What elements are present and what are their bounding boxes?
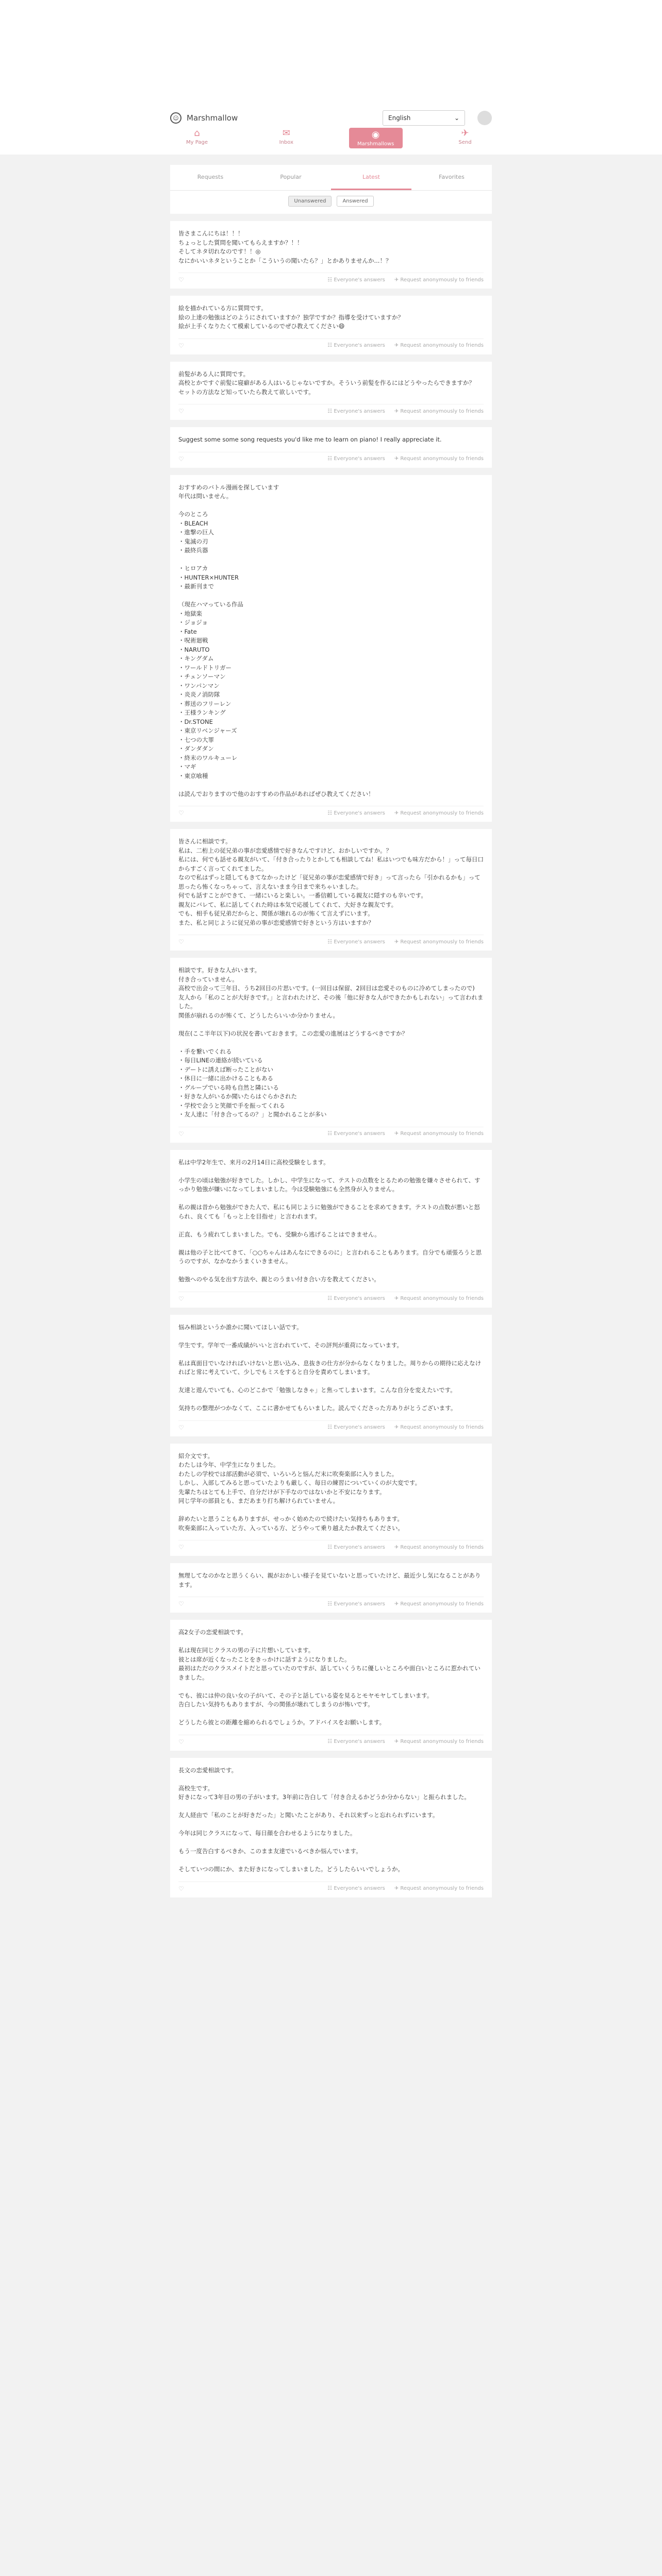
- card-actions: [327, 1425, 484, 1430]
- card-footer: [178, 806, 484, 817]
- nav-label: Send: [458, 140, 472, 145]
- request-anonymously-link[interactable]: [394, 1425, 484, 1430]
- top-bar: [170, 110, 492, 126]
- message-text: 相談です。好きな人がいます。 付き合っていません。 高校で出会って三年目、うち2回目の片思いです。(一回目は保留、2回目は恋愛そのものに冷めてしまったので) 友人から「私のことが大好きです。」と言われたけど、その後「他に好きな人ができたかもしれない」って言われました。 関係が崩れるのが怖くて、どうしたらいいか分かりません。 現在(ここ半年以下)の状況を書いておきます。この恋愛の進展はどうするべきですか？ ・手を繋いでくれる ・毎日LINEの連絡が続いている ・デートに誘えば断ったことがない ・休日に一緒に出かけることもある ・グループでいる時も自然と隣にいる ・好きな人がいるか聞いたらはぐらかされた ・学校で会うと笑顔で手を振ってくれる ・友人達に「付き合ってるの？」と聞かれることが多い: [178, 967, 484, 1118]
- message-text: 高2女子の恋愛相談です。 私は現在同じクラスの男の子に片想いしています。 彼とは席が近くなったことをきっかけに話すようになりました。 最初はただのクラスメイトだと思っていたのですが、話していくうちに優しいところや面白いところに惹かれていきました。 でも、彼には仲の良い女の子がいて、その子と話している姿を見るとモヤモヤしてしまいます。 告白したい気持ちもありますが、今の関係が壊れてしまうのが怖いです。 どうしたら彼との距離を縮められるでしょうか。アドバイスをお願いします。: [178, 1629, 481, 1726]
- marshmallow-logo-icon[interactable]: ☺: [170, 112, 181, 124]
- heart-icon[interactable]: ♡: [178, 1423, 184, 1431]
- message-text: Suggest some some song requests you'd like me to learn on piano! I really appreciate it.: [178, 436, 442, 443]
- card-actions: [327, 1601, 484, 1607]
- tab-requests[interactable]: Requests: [197, 174, 224, 180]
- paper-plane-icon: ✈: [394, 456, 401, 462]
- people-icon: ☷: [327, 1544, 334, 1550]
- heart-icon[interactable]: ♡: [178, 342, 184, 349]
- card-footer: [178, 1127, 484, 1138]
- message-card[interactable]: [170, 221, 492, 289]
- nav-inbox[interactable]: [259, 128, 313, 148]
- people-icon: ☷: [327, 1739, 334, 1744]
- nav-label: My Page: [186, 140, 208, 145]
- brand-name[interactable]: Marshmallow: [187, 113, 238, 123]
- message-text: 皆さんに相談です。 私は、二桁上の従兄弟の事が恋愛感情で好きなんですけど、おかしいですか。？ 私には、何でも話せる親友がいて、「付き合ったりとかしても相談してね！私はいつでも味方だから！」って毎日口からすごく言ってくれてました。 なので私はずっと隠してもきてなかったけど「従兄弟の事が恋愛感情で好き」って言ったら「引かれるかも」って思ったら怖くなっちゃって、言えないまま今日まで来ちゃいました。 何でも話すことができて、一緒にいると楽しい。一番信頼している親友に隠すのも辛いです。 親友にバレて、私に話してくれた時は本気で応援してくれて、大好きな親友です。 でも、相手も従兄弟だからと、関係が壊れるのが怖くて言えずにいます。 また、私と同じように従兄弟の事が恋愛感情で好きという方はいますか？: [178, 838, 484, 926]
- message-card[interactable]: [170, 958, 492, 1143]
- request-anonymously-link[interactable]: [394, 277, 484, 283]
- message-card[interactable]: [170, 1315, 492, 1436]
- everyones-answers-label: Everyone's answers: [334, 277, 385, 283]
- card-actions: [327, 1886, 484, 1891]
- request-anonymously-link[interactable]: [394, 1886, 484, 1891]
- people-icon: ☷: [327, 1425, 334, 1430]
- message-text: おすすめのバトル漫画を探しています 年代は問いません。 今のところ ・BLEACH ・進撃の巨人 ・鬼滅の刃 ・最終兵器 ・ヒロアカ ・HUNTER×HUNTER ・最新刊まで （現在ハマっている作品 ・地獄楽 ・ジョジョ ・Fate ・呪術廻戦 ・NARUTO ・キングダム ・ワールドトリガー ・チェンソーマン ・ワンパンマン ・炎炎ノ消防隊 ・葬送のフリーレン ・王様ランキング ・Dr.STONE ・東京リベンジャーズ ・七つの大罪 ・ダンダダン ・終末のワルキューレ ・マギ ・東京喰種 は読んでおりますので他のおすすめの作品があればぜひ教えてください！: [178, 483, 374, 798]
- request-anonymously-link[interactable]: [394, 343, 484, 348]
- everyones-answers-label: Everyone's answers: [334, 456, 385, 462]
- message-card[interactable]: [170, 475, 492, 822]
- request-anonymously-link[interactable]: [394, 1131, 484, 1137]
- paper-plane-icon: ✈: [394, 1425, 401, 1430]
- request-anonymously-label: Request anonymously to friends: [400, 1131, 484, 1137]
- chevron-down-icon: ⌄: [454, 114, 459, 122]
- paper-plane-icon: ✈: [394, 939, 401, 945]
- everyones-answers-label: Everyone's answers: [334, 810, 385, 816]
- tab-popular[interactable]: Popular: [280, 174, 302, 180]
- everyones-answers-link[interactable]: [327, 1296, 385, 1301]
- everyones-answers-link[interactable]: [327, 277, 385, 283]
- nav-label: Inbox: [279, 140, 294, 145]
- message-card[interactable]: [170, 829, 492, 951]
- heart-icon[interactable]: ♡: [178, 276, 184, 283]
- heart-icon[interactable]: ♡: [178, 455, 184, 463]
- message-text: 私は中学2年生で、来月の2月14日に高校受験をします。 小学生の頃は勉強が好きでした。しかし、中学生になって、テストの点数をとるための勉強を嫌々させられて、すっかり勉強が嫌いになってしまいました。今は受験勉強にも全然身が入りません。 私の親は昔から勉強ができた人で、私にも同じように勉強ができることを求めてきます。テストの点数が悪いと怒られ、良くても「もっと上を目指せ」と言われます。 正直、もう疲れてしまいました。でも、受験から逃げることはできません。 親は他の子と比べてきて、「○○ちゃんはあんなにできるのに」と言われることもあります。自分でも頑張ろうと思うのですが、なかなかうまくいきません。 勉強へのやる気を出す方法や、親とのうまい付き合い方を教えてください。: [178, 1158, 482, 1283]
- paper-plane-icon: ✈: [394, 343, 401, 348]
- message-text: 紹介文です。 わたしは今年、中学生になりました。 わたしの学校では部活動が必須で、いろいろと悩んだ末に吹奏楽部に入りました。 しかし、入部してみると思っていたよりも厳しく、毎日の練習についていくのが大変です。 先輩たちはとても上手で、自分だけが下手なのではないかと不安になります。 同じ学年の部員とも、まだあまり打ち解けられていません。 辞めたいと思うこともありますが、せっかく始めたので続けたい気持ちもあります。 吹奏楽部に入っていた方、入っている方、どうやって乗り越えたか教えてください。: [178, 1452, 421, 1532]
- tab-favorites[interactable]: Favorites: [439, 174, 465, 180]
- card-actions: [327, 1296, 484, 1301]
- message-text: 長文の恋愛相談です。 高校生です。 好きになって3年目の男の子がいます。3年前に告白して「付き合えるかどうか分からない」と振られました。 友人経由で「私のことが好きだった」と聞いたことがあり、それ以来ずっと忘れられずにいます。 今年は同じクラスになって、毎日顔を合わせるようになりました。 もう一度告白するべきか、このまま友達でいるべきか悩んでいます。 そしていつの間にか、また好きになってしまいました。どうしたらいいでしょうか。: [178, 1766, 470, 1873]
- heart-icon[interactable]: ♡: [178, 1544, 184, 1551]
- people-icon: ☷: [327, 810, 334, 816]
- request-anonymously-link[interactable]: [394, 1739, 484, 1744]
- request-anonymously-link[interactable]: [394, 1601, 484, 1607]
- request-anonymously-label: Request anonymously to friends: [400, 1296, 484, 1301]
- heart-icon[interactable]: ♡: [178, 1295, 184, 1302]
- everyones-answers-link[interactable]: [327, 1545, 385, 1550]
- paper-plane-icon: ✈: [394, 1601, 401, 1607]
- everyones-answers-link[interactable]: [327, 1739, 385, 1744]
- language-select[interactable]: [383, 110, 465, 126]
- everyones-answers-link[interactable]: [327, 810, 385, 816]
- people-icon: ☷: [327, 456, 334, 462]
- paper-plane-icon: ✈: [394, 408, 401, 414]
- paper-plane-icon: ✈: [394, 1544, 401, 1550]
- everyones-answers-label: Everyone's answers: [334, 1886, 385, 1891]
- paper-plane-icon: ✈: [394, 810, 401, 816]
- request-anonymously-link[interactable]: [394, 939, 484, 945]
- request-anonymously-link[interactable]: [394, 409, 484, 414]
- message-text: 無理してなのかなと思うくらい、親がおかしい様子を見ていないと思っていたけど、最近少し気になることがあります。: [178, 1572, 481, 1588]
- everyones-answers-link[interactable]: [327, 456, 385, 462]
- heart-icon[interactable]: ♡: [178, 1738, 184, 1745]
- people-icon: ☷: [327, 277, 334, 283]
- request-anonymously-link[interactable]: [394, 810, 484, 816]
- paper-plane-icon: ✈: [394, 1131, 401, 1137]
- card-footer: [178, 452, 484, 463]
- card-actions: [327, 343, 484, 348]
- card-actions: [327, 1739, 484, 1744]
- filter-answered[interactable]: Answered: [337, 196, 373, 207]
- paper-plane-icon: ✈: [394, 1296, 401, 1301]
- card-footer: [178, 1292, 484, 1302]
- request-anonymously-label: Request anonymously to friends: [400, 1886, 484, 1891]
- message-card[interactable]: [170, 1444, 492, 1556]
- filter-unanswered[interactable]: Unanswered: [288, 196, 332, 207]
- everyones-answers-link[interactable]: [327, 939, 385, 945]
- card-actions: [327, 456, 484, 462]
- everyones-answers-link[interactable]: [327, 1886, 385, 1891]
- request-anonymously-label: Request anonymously to friends: [400, 1739, 484, 1744]
- card-footer: [178, 1735, 484, 1745]
- people-icon: ☷: [327, 1601, 334, 1607]
- paper-plane-icon: ✈: [394, 1739, 401, 1744]
- home-icon: ⌂: [194, 128, 200, 139]
- message-card[interactable]: [170, 1563, 492, 1613]
- message-card[interactable]: [170, 1620, 492, 1751]
- card-footer: [178, 1540, 484, 1551]
- request-anonymously-label: Request anonymously to friends: [400, 1544, 484, 1550]
- message-card[interactable]: [170, 296, 492, 354]
- heart-icon[interactable]: ♡: [178, 1130, 184, 1138]
- header: [0, 0, 662, 155]
- card-actions: [327, 1545, 484, 1550]
- people-icon: ☷: [327, 1886, 334, 1891]
- everyones-answers-link[interactable]: [327, 1131, 385, 1137]
- heart-icon[interactable]: ♡: [178, 1600, 184, 1607]
- avatar[interactable]: [477, 111, 492, 125]
- message-card[interactable]: [170, 1150, 492, 1308]
- everyones-answers-label: Everyone's answers: [334, 1544, 385, 1550]
- card-footer: [178, 1420, 484, 1431]
- request-anonymously-label: Request anonymously to friends: [400, 939, 484, 945]
- people-icon: ☷: [327, 343, 334, 348]
- everyones-answers-label: Everyone's answers: [334, 1425, 385, 1430]
- language-value: English: [388, 114, 411, 122]
- answer-filter: [170, 191, 492, 214]
- card-actions: [327, 277, 484, 283]
- message-text: 悩み相談というか誰かに聞いてほしい話です。 学生です。学年で一番成績がいいと言われていて、その評判が重荷になっています。 私は真面目でいなければいけないと思い込み、息抜きの仕方が分からなくなりました。周りからの期待に応えなければと常に考えていて、少しでもミスをすると自分を責めてしまいます。 友達と遊んでいても、心のどこかで「勉強しなきゃ」と焦ってしまいます。こんな自分を変えたいです。 気持ちの整理がつかなくて、ここに書かせてもらいました。読んでくださった方ありがとうございます。: [178, 1323, 482, 1412]
- message-text: 絵を描かれている方に質問です。 絵の上達の勉強はどのようにされていますか？独学ですか？指導を受けていますか？ 絵が上手くなりたくて模索しているのでぜひ教えてください😄: [178, 304, 404, 330]
- card-footer: [178, 1597, 484, 1607]
- message-text: 前髪がある人に質問です。 高校とかですぐ前髪に寝癖がある人はいるじゃないですか。そういう前髪を作るにはどうやったらできますか？ セットの方法など知っていたら教えて欲しいです。: [178, 370, 475, 396]
- tab-latest[interactable]: Latest: [331, 165, 411, 190]
- request-anonymously-link[interactable]: [394, 1545, 484, 1550]
- everyones-answers-label: Everyone's answers: [334, 1131, 385, 1137]
- everyones-answers-label: Everyone's answers: [334, 1601, 385, 1607]
- card-actions: [327, 409, 484, 414]
- request-anonymously-label: Request anonymously to friends: [400, 456, 484, 462]
- card-actions: [327, 939, 484, 945]
- card-footer: [178, 1882, 484, 1892]
- main-nav: [170, 128, 492, 148]
- everyones-answers-link[interactable]: [327, 409, 385, 414]
- request-anonymously-label: Request anonymously to friends: [400, 277, 484, 283]
- everyones-answers-label: Everyone's answers: [334, 939, 385, 945]
- nav-label: Marshmallows: [357, 141, 394, 147]
- everyones-answers-link[interactable]: [327, 343, 385, 348]
- request-anonymously-label: Request anonymously to friends: [400, 810, 484, 816]
- heart-icon[interactable]: ♡: [178, 809, 184, 817]
- card-actions: [327, 810, 484, 816]
- card-footer: [178, 935, 484, 945]
- message-card[interactable]: [170, 362, 492, 420]
- heart-icon[interactable]: ♡: [178, 1885, 184, 1892]
- message-text: 皆さまこんにちは！！！ ちょっとした質問を聞いてもらえますか？！！ そしてネタ切れなのです！！◎ なにかいいネタということか「こういうの聞いたら？」とかありませんか...！？: [178, 230, 392, 264]
- people-icon: ☷: [327, 1131, 334, 1137]
- heart-icon[interactable]: ♡: [178, 938, 184, 945]
- request-anonymously-label: Request anonymously to friends: [400, 1425, 484, 1430]
- everyones-answers-label: Everyone's answers: [334, 1739, 385, 1744]
- people-icon: ☷: [327, 408, 334, 414]
- message-card[interactable]: [170, 427, 492, 468]
- people-icon: ☷: [327, 1296, 334, 1301]
- nav-my-page[interactable]: [170, 128, 224, 148]
- main-content: [170, 165, 492, 1897]
- tab-bar: [170, 165, 492, 191]
- card-footer: [178, 273, 484, 283]
- card-footer: [178, 404, 484, 415]
- request-anonymously-label: Request anonymously to friends: [400, 1601, 484, 1607]
- card-footer: [178, 338, 484, 349]
- request-anonymously-link[interactable]: [394, 456, 484, 462]
- nav-send[interactable]: [438, 128, 492, 148]
- everyones-answers-link[interactable]: [327, 1601, 385, 1607]
- everyones-answers-link[interactable]: [327, 1425, 385, 1430]
- message-list: [170, 221, 492, 1897]
- marshmallow-icon: ◉: [371, 129, 380, 140]
- card-actions: [327, 1131, 484, 1137]
- heart-icon[interactable]: ♡: [178, 408, 184, 415]
- everyones-answers-label: Everyone's answers: [334, 408, 385, 414]
- everyones-answers-label: Everyone's answers: [334, 343, 385, 348]
- paper-plane-icon: ✈: [394, 277, 401, 283]
- request-anonymously-label: Request anonymously to friends: [400, 343, 484, 348]
- paper-plane-icon: ✈: [461, 128, 469, 139]
- request-anonymously-link[interactable]: [394, 1296, 484, 1301]
- people-icon: ☷: [327, 939, 334, 945]
- paper-plane-icon: ✈: [394, 1886, 401, 1891]
- nav-marshmallows[interactable]: [349, 128, 403, 148]
- everyones-answers-label: Everyone's answers: [334, 1296, 385, 1301]
- inbox-icon: ✉: [282, 128, 290, 139]
- request-anonymously-label: Request anonymously to friends: [400, 408, 484, 414]
- message-card[interactable]: [170, 1758, 492, 1897]
